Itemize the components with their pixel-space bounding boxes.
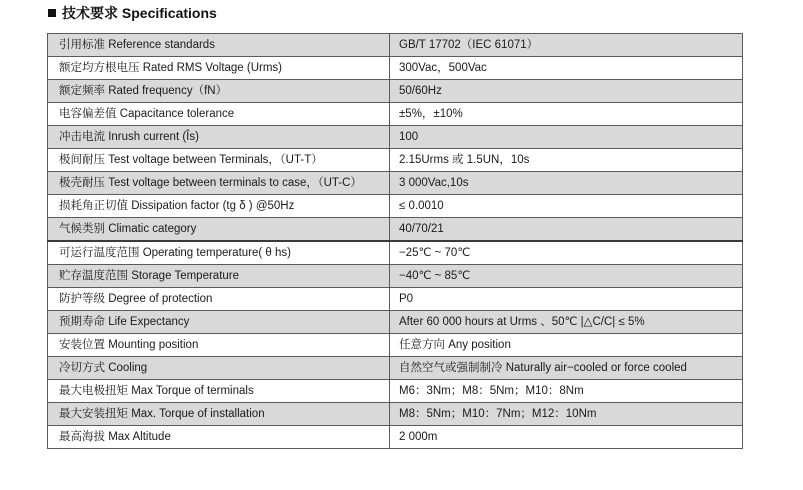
parameter-cell: 最高海拔 Max Altitude bbox=[48, 426, 390, 449]
parameter-cell: 预期寿命 Life Expectancy bbox=[48, 311, 390, 334]
table-row bbox=[48, 403, 743, 426]
value-cell: 40/70/21 bbox=[390, 218, 743, 242]
value-cell: GB/T 17702（IEC 61071） bbox=[390, 34, 743, 57]
specifications-table bbox=[47, 33, 743, 449]
table-row bbox=[48, 265, 743, 288]
table-row bbox=[48, 218, 743, 242]
table-row bbox=[48, 426, 743, 449]
table-row bbox=[48, 241, 743, 265]
value-cell: 自然空气或强制制冷 Naturally air−cooled or force cooled bbox=[390, 357, 743, 380]
value-cell: P0 bbox=[390, 288, 743, 311]
value-cell: M8：5Nm；M10：7Nm；M12：10Nm bbox=[390, 403, 743, 426]
table-row bbox=[48, 288, 743, 311]
square-bullet-icon bbox=[48, 9, 56, 17]
parameter-cell: 额定均方根电压 Rated RMS Voltage (Urms) bbox=[48, 57, 390, 80]
parameter-cell: 引用标准 Reference standards bbox=[48, 34, 390, 57]
table-row bbox=[48, 57, 743, 80]
parameter-cell: 最大安装扭矩 Max. Torque of installation bbox=[48, 403, 390, 426]
table-row bbox=[48, 357, 743, 380]
value-cell: 100 bbox=[390, 126, 743, 149]
value-cell: 2 000m bbox=[390, 426, 743, 449]
parameter-cell: 安装位置 Mounting position bbox=[48, 334, 390, 357]
table-row bbox=[48, 311, 743, 334]
value-cell: 3 000Vac,10s bbox=[390, 172, 743, 195]
value-cell: 300Vac，500Vac bbox=[390, 57, 743, 80]
parameter-cell: 极间耐压 Test voltage between Terminals，（UT-T） bbox=[48, 149, 390, 172]
section-title-text: 技术要求 Specifications bbox=[62, 5, 217, 21]
table-row bbox=[48, 103, 743, 126]
value-cell: 2.15Urms 或 1.5UN，10s bbox=[390, 149, 743, 172]
parameter-cell: 最大电极扭矩 Max Torque of terminals bbox=[48, 380, 390, 403]
parameter-cell: 气候类别 Climatic category bbox=[48, 218, 390, 242]
table-row bbox=[48, 172, 743, 195]
value-cell: 任意方向 Any position bbox=[390, 334, 743, 357]
table-row bbox=[48, 334, 743, 357]
section-title bbox=[48, 4, 217, 22]
table-row bbox=[48, 80, 743, 103]
value-cell: ±5%，±10% bbox=[390, 103, 743, 126]
parameter-cell: 冲击电流 Inrush current (Îs) bbox=[48, 126, 390, 149]
value-cell: 50/60Hz bbox=[390, 80, 743, 103]
value-cell: M6：3Nm；M8：5Nm；M10：8Nm bbox=[390, 380, 743, 403]
parameter-cell: 防护等级 Degree of protection bbox=[48, 288, 390, 311]
parameter-cell: 冷切方式 Cooling bbox=[48, 357, 390, 380]
parameter-cell: 损耗角正切值 Dissipation factor (tg δ ) @50Hz bbox=[48, 195, 390, 218]
table-row bbox=[48, 195, 743, 218]
value-cell: ≤ 0.0010 bbox=[390, 195, 743, 218]
parameter-cell: 可运行温度范围 Operating temperature( θ hs) bbox=[48, 241, 390, 265]
value-cell: −25℃ ~ 70℃ bbox=[390, 241, 743, 265]
parameter-cell: 电容偏差值 Capacitance tolerance bbox=[48, 103, 390, 126]
table-row bbox=[48, 34, 743, 57]
parameter-cell: 极壳耐压 Test voltage between terminals to case，（UT-C） bbox=[48, 172, 390, 195]
table-row bbox=[48, 380, 743, 403]
parameter-cell: 贮存温度范围 Storage Temperature bbox=[48, 265, 390, 288]
value-cell: After 60 000 hours at Urms 、50℃ |△C/C| ≤ 5% bbox=[390, 311, 743, 334]
table-row bbox=[48, 126, 743, 149]
specifications-table-body bbox=[48, 34, 743, 449]
value-cell: −40℃ ~ 85℃ bbox=[390, 265, 743, 288]
table-row bbox=[48, 149, 743, 172]
parameter-cell: 额定频率 Rated frequency（fN） bbox=[48, 80, 390, 103]
